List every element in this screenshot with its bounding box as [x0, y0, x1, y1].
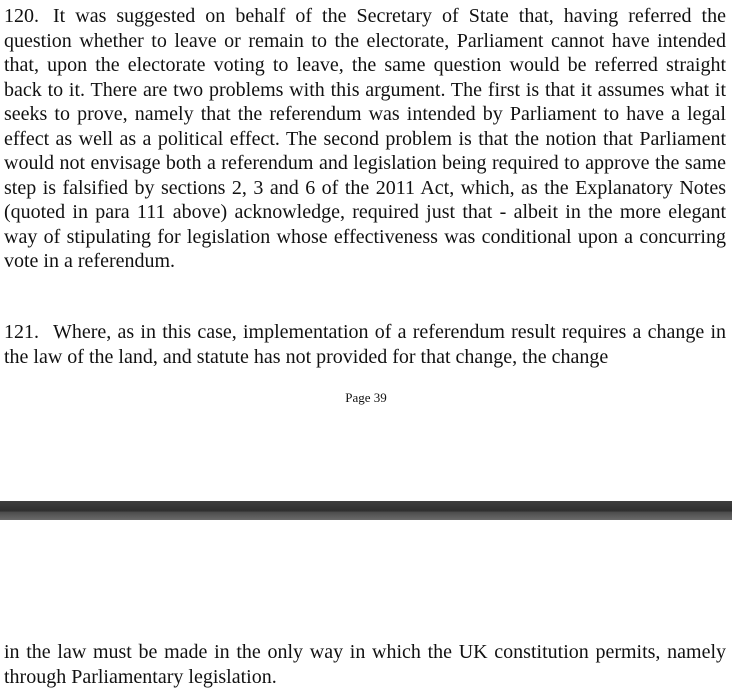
paragraph-text: It was suggested on behalf of the Secretary of State that, having referred the question whether to leave or remain to the electorate, Parliament cannot have intended that, upon the electorate voting to leave, the same question would be referred straight back to it. There are two problems with this argument. The first is that it assumes what it seeks to prove, namely that the referendum was intended by Parliament to have a legal effect as well as a political effect. The second problem is that the notion that Parliament would not envisage both a referendum and legislation being required to approve the same step is falsified by sections 2, 3 and 6 of the 2011 Act, which, as the Explanatory Notes (quoted in para 111 above) acknowledge, required just that - albeit in the more elegant way of stipulating for legislation whose effectiveness was conditional upon a concurring vote in a referendum.: [4, 5, 726, 272]
paragraph-121: [4, 320, 726, 369]
paragraph-number: 120.: [4, 5, 39, 27]
paragraph-number: 121.: [4, 321, 39, 343]
paragraph-121-continuation: in the law must be made in the only way in which the UK constitution permits, namely through Parliamentary legislation.: [4, 641, 726, 688]
page-number: Page 39: [345, 390, 387, 405]
paragraph-text: Where, as in this case, implementation of a referendum result requires a change in the law of the land, and statute has not provided for that change, the change: [4, 321, 726, 368]
page-break-divider: [0, 501, 732, 520]
paragraph-120: [4, 4, 726, 274]
